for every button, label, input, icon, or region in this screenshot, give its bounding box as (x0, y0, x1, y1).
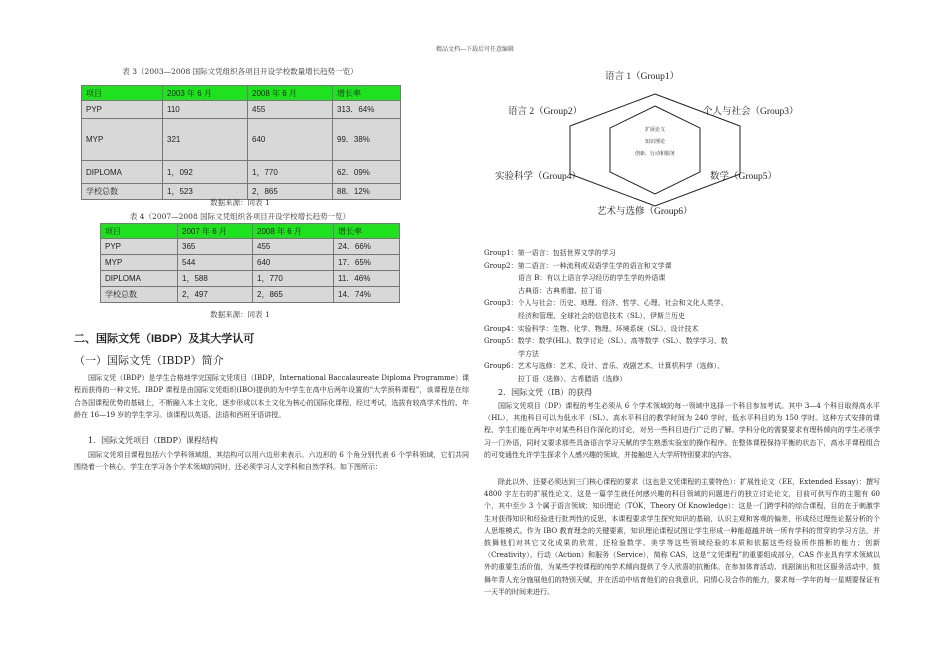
list-item: Group5：数学：数学(HL)、数学讨论（SL）、高等数学（SL）、数学学习、数 (484, 337, 728, 346)
table-cell: 110 (163, 101, 248, 119)
table3-header-cell: 项目 (82, 86, 163, 101)
table-cell: 2，865 (248, 184, 333, 200)
table-cell: 2，865 (253, 287, 334, 303)
core-courses (620, 124, 690, 160)
table4-source: 数据来源：同表 1 (210, 310, 270, 319)
ib-heading: 2．国际文凭（IB）的获得 (498, 388, 593, 397)
table-cell: MYP (82, 119, 163, 161)
structure-heading: 1．国际文凭项目（IBDP）课程结构 (88, 436, 218, 445)
list-item: Group3：个人与社会：历史、地理、经济、哲学、心理、社会和文化人类学、 (484, 299, 728, 308)
table-cell: 学校总数 (82, 184, 163, 200)
table-row (101, 255, 400, 271)
table-cell: PYP (82, 101, 163, 119)
table-cell: 11．46% (334, 271, 400, 287)
list-item: Group6：艺术与选修：艺术、设计、音乐、戏剧艺术、计算机科学（选修）、 (484, 362, 725, 371)
table-row (82, 161, 401, 184)
table4-caption: 表 4（2007—2008 国际文凭组织各项目开设学校增长趋势一览） (129, 212, 351, 221)
table3-source: 数据来源：同表 1 (210, 198, 270, 207)
table-cell: MYP (101, 255, 178, 271)
table-cell: 640 (253, 255, 334, 271)
table3-header-cell: 2003 年 6 月 (163, 86, 248, 101)
table-row (82, 101, 401, 119)
table-cell: 1，588 (178, 271, 253, 287)
table-cell: 17．65% (334, 255, 400, 271)
table-cell: 455 (248, 101, 333, 119)
table4-header-cell: 项目 (101, 224, 178, 239)
table-row (101, 239, 400, 255)
section-title: 二、国际文凭（IBDP）及其大学认可 (74, 333, 255, 345)
core-requirements-paragraph: 除此以外，还要必须达到三门核心课程的要求（这也是文凭课程的主要特色）：扩展性论文（EE，Extended Essay）：撰写 4800 字左右的扩展性论文，这是一篇学生就任何感兴趣的科目领域的问题进行的独立讨论论文，目前可供写作的主题有 60 个，其中至少 3 个属于语言领域；知识理论（TOK，Theory Of Knowledge）：这是一门跨学科的综合课程，目的在于刺激学生对获得知识和经验进行批判性的反思，本课程要求学生探究知识的基础，认识主观和客观的偏差，形成经过理性论据分析的个人思维模式。作为 IBO 教育理念的关键要素，知识理论课程试图让学生形成一种能超越并统一所有学科的贯穿的学习方法，并鼓舞他们对其它文化成果的欣赏，还检验数学、美学等这些领域经验的本质和依据这些经验所作推断的能力；创新（Creativity）、行动（Action）和服务（Service），简称 CAS，这是“文凭课程”的重要组成部分，CAS 作业具有学术领域以外的重要生活价值，为某些学校课程的纯学术倾向提供了令人欣喜的抗衡体。在参加体育活动、戏剧演出和社区服务活动中，鼓舞年青人充分施展他们的特别天赋，并在活动中培育他们的自我意识、同情心及合作的能力，要求每一学年的每一星期要保证有一天半的时间来进行。 (484, 478, 880, 596)
list-item: 学方法 (518, 349, 539, 358)
table-cell: 640 (248, 119, 333, 161)
table-cell: 99．38% (333, 119, 401, 161)
intro-paragraph: 国际文凭（IBDP）是学生合格地学完国际文凭项目（IBDP，International Baccalaureate Diploma Programme）课程而获得的一种文凭。IBDP 课程是由国际文凭组织(IBO)提供的为中学生在高中后两年设置的“大学预科课程”，该课程是在综合各国课程优势的基础上，不断融入本土文化，逐步形成以本土文化为核心的国际化课程，经过考试，选拔有较高学术性的、年龄在 16—19 岁的学生学习。该课程以英语、法语和西班牙语讲授。 (74, 374, 469, 420)
table-cell: 544 (178, 255, 253, 271)
table-cell: 1，523 (163, 184, 248, 200)
page-header: 精品文档---下载后可任意编辑 (435, 46, 515, 53)
table-cell: 1，092 (163, 161, 248, 184)
table-cell: 学校总数 (101, 287, 178, 303)
table4 (100, 223, 400, 303)
table-cell: 88．12% (333, 184, 401, 200)
table3-header-row (82, 86, 401, 101)
list-item: Group1：第一语言：包括世界文学的学习 (484, 249, 616, 257)
ib-paragraph: 国际文凭项目（DP）课程的考生必须从 6 个学术领域的每一领域中选择一个科目参加考试。其中 3—4 个科目取得高水平（HL），其他科目可以为低水平（SL）。高水平科目的教学时间为 240 学时，低水平科目的为 150 学时。这种方式安排的课程，学生们能在两年中对某些科目作深化的讨论，对另一些科目进行广泛的了解。学科分化的需要要求有理科倾向的学生必须学习一门外语，同时又要求那些具备语言学习天赋的学生熟悉实验室的操作程序。在整体课程保持平衡的状态下，高水平课程组合的可变通性允许学生探求个人感兴趣的领域，并接触进入大学所特别要求的内容。 (484, 402, 880, 459)
table4-header-cell: 2007 年 6 月 (178, 224, 253, 239)
list-item: 古典语：古典希腊、拉丁语 (518, 286, 602, 295)
list-item: Group2：第二语言：一种流利或双语学生学的语言和文学课 (484, 261, 672, 270)
table4-header-cell: 增长率 (334, 224, 400, 239)
list-item: 经济和管理、全球社会的信息技术（SL）、伊斯兰历史 (518, 311, 685, 320)
table-cell: 2，497 (178, 287, 253, 303)
subsection-title: （一）国际文凭（IBDP）简介 (74, 354, 224, 367)
table-cell: 62．09% (333, 161, 401, 184)
table-cell: DIPLOMA (82, 161, 163, 184)
table4-header-cell: 2008 年 6 月 (253, 224, 334, 239)
table-cell: 14．74% (334, 287, 400, 303)
group3-node: 个人与社会（Group3） (703, 107, 799, 117)
table-cell: 1，770 (253, 271, 334, 287)
group-list (484, 247, 728, 386)
table-cell: 1，770 (248, 161, 333, 184)
table-cell: 455 (253, 239, 334, 255)
table-cell: 365 (178, 239, 253, 255)
table3-header-cell: 增长率 (333, 86, 401, 101)
table-row (101, 271, 400, 287)
core-line: 创新、行动和服务 (634, 151, 675, 157)
group5-node: 数学（Group5） (710, 172, 778, 182)
group6-node: 艺术与选修（Group6） (597, 207, 693, 217)
table3 (81, 85, 401, 200)
table-row (82, 119, 401, 161)
group1-node: 语言 1（Group1） (605, 72, 680, 82)
table-cell: 313．64% (333, 101, 401, 119)
structure-paragraph: 国际文凭项目课程包括六个学科领域组，其结构可以用六边形来表示。六边形的 6 个角分别代表 6 个学科领域，它们共同围绕着一个核心，学生在学习各个学术领域的同时，还必须学习人文学科和自然学科。如下图所示： (74, 451, 469, 472)
group4-node: 实验科学（Group4） (495, 172, 582, 182)
table3-caption: 表 3（2003—2008 国际文凭组织各项目开设学校数量增长趋势一览） (122, 67, 358, 76)
list-item: 语言 B：有以上语言学习经历的学生学的外语课 (518, 274, 666, 283)
table-row (101, 287, 400, 303)
table-cell: PYP (101, 239, 178, 255)
table4-header-row (101, 224, 400, 239)
group2-node: 语言 2（Group2） (508, 107, 583, 117)
table-cell: 24．66% (334, 239, 400, 255)
table-cell: 321 (163, 119, 248, 161)
list-item: Group4：实验科学：生物、化学、物理、环境系统（SL）、设计技术 (484, 324, 699, 333)
table-cell: DIPLOMA (101, 271, 178, 287)
table3-header-cell: 2008 年 6 月 (248, 86, 333, 101)
list-item: 拉丁语（选修）、古希腊语（选修） (518, 374, 627, 383)
core-line: 知识理论 (644, 139, 665, 145)
core-line: 扩展论文 (644, 127, 665, 133)
